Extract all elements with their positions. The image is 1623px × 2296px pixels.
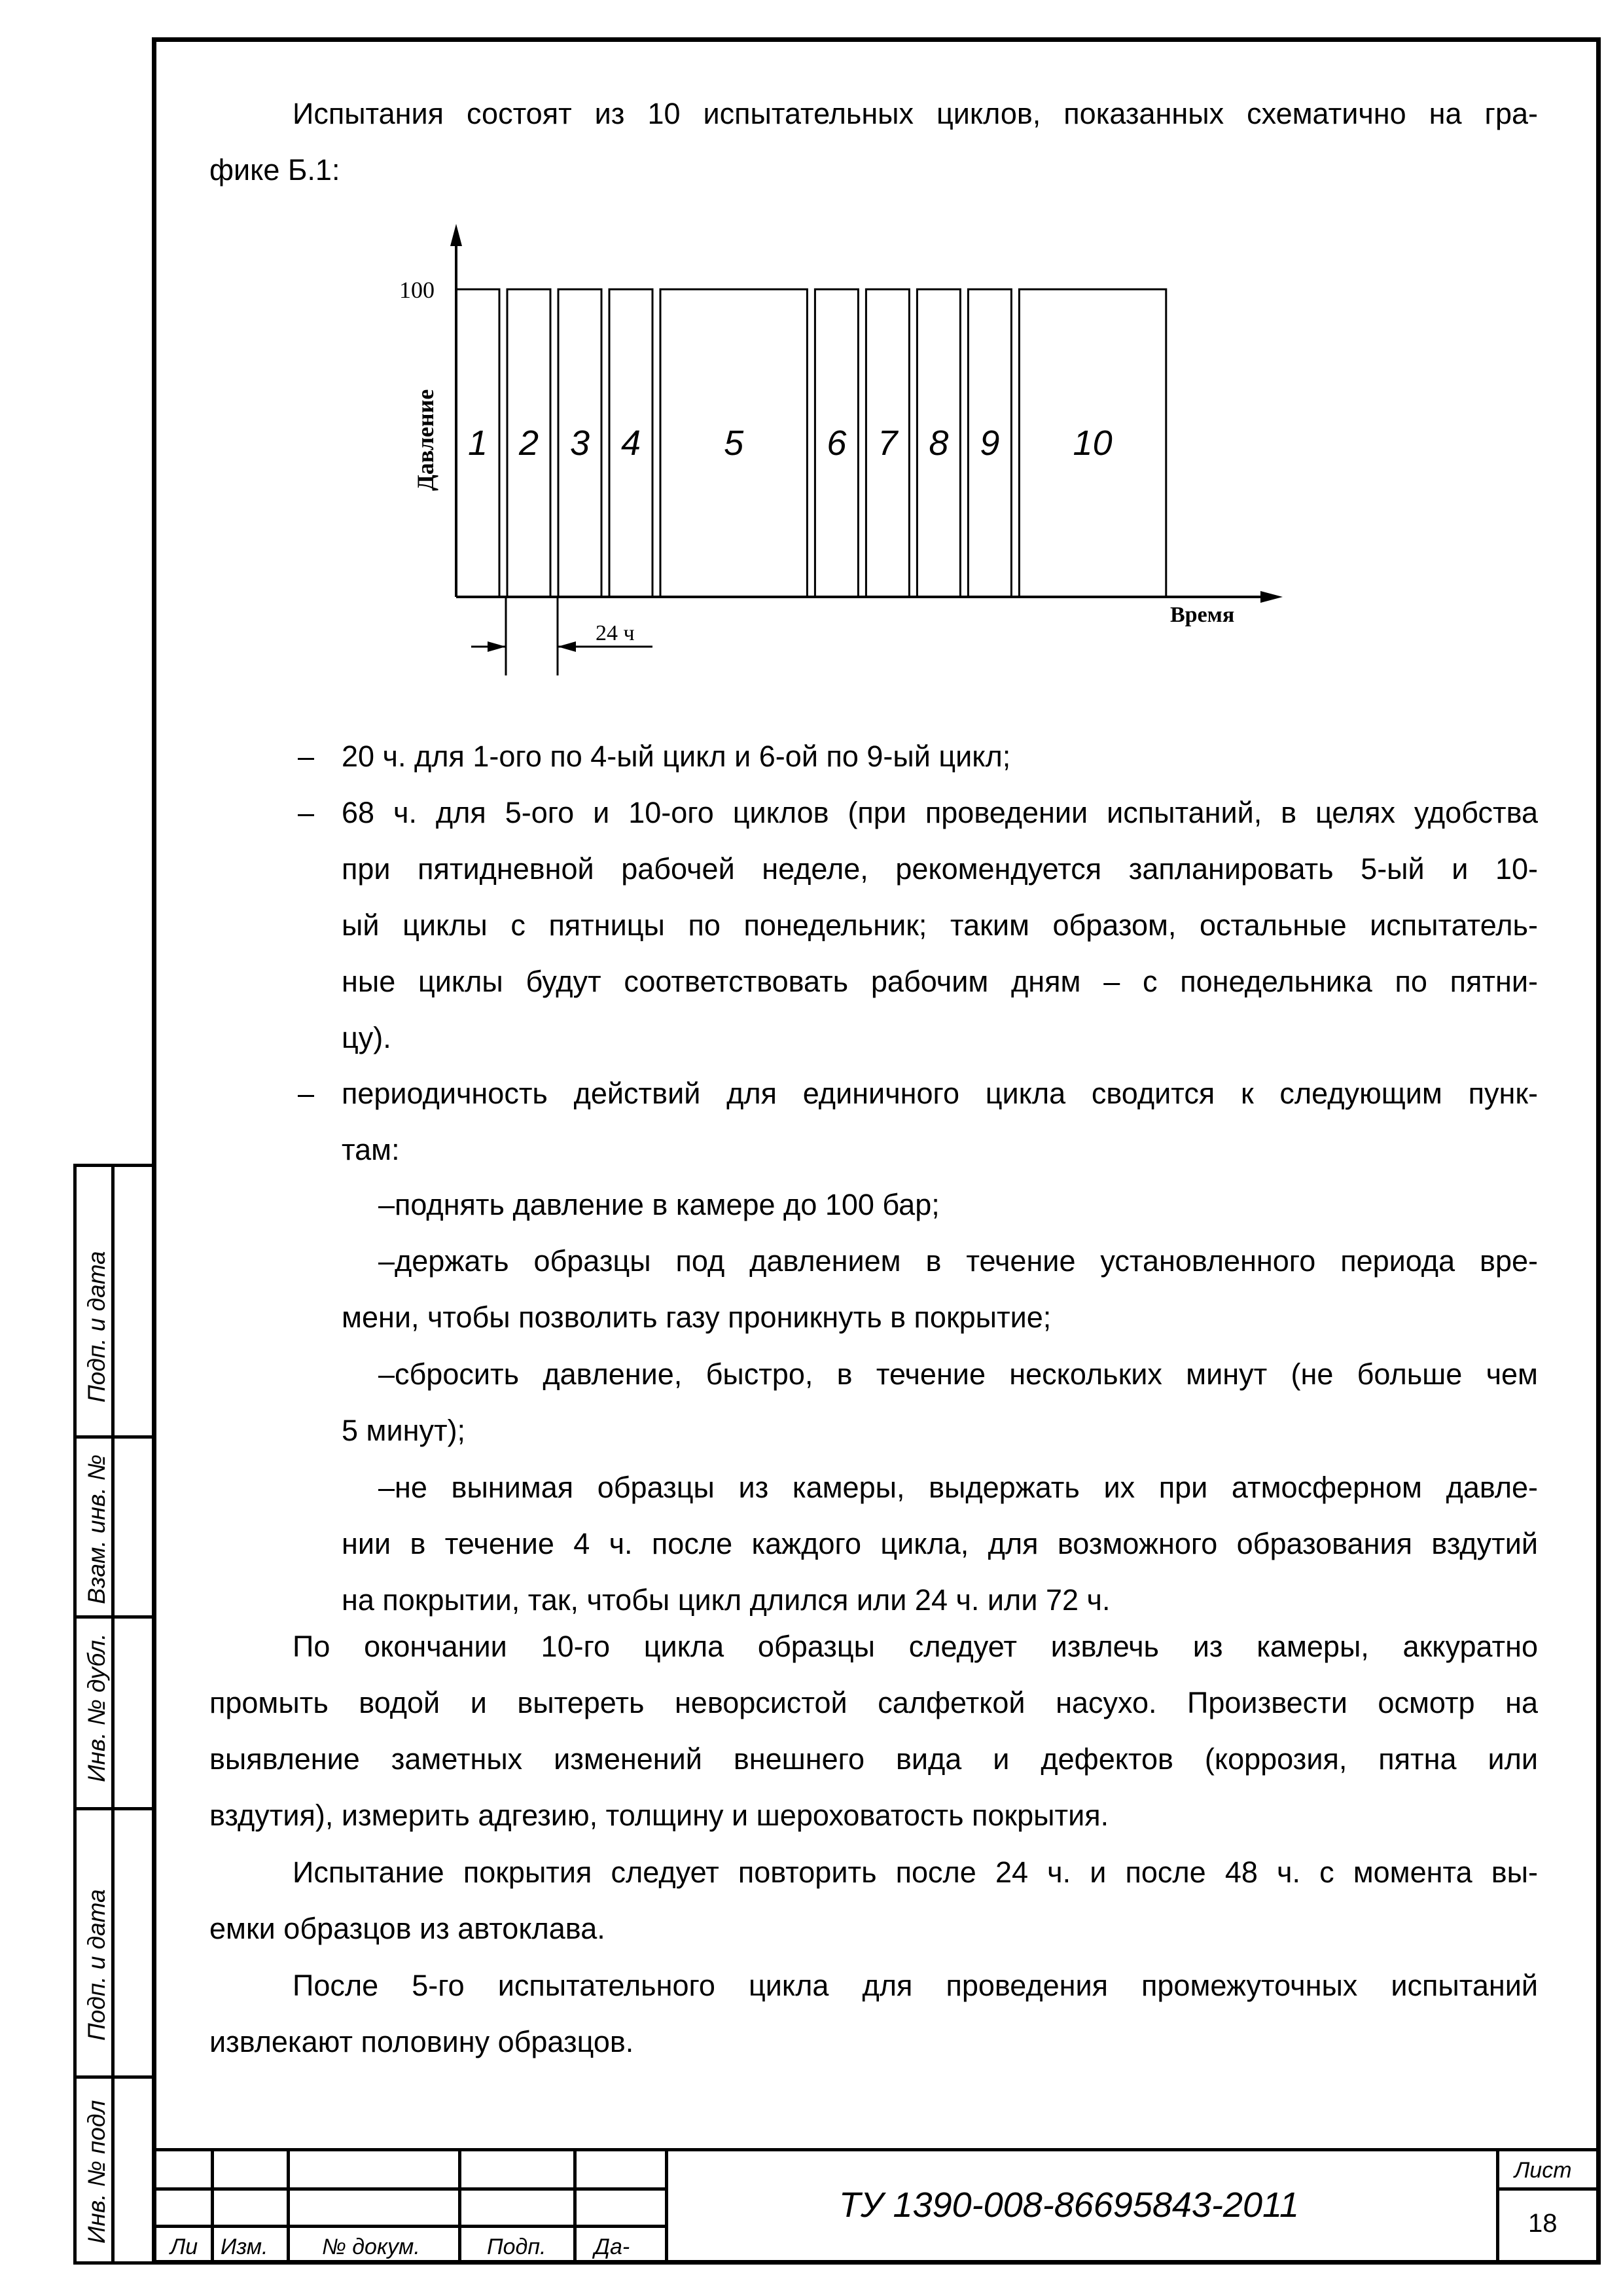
bar-label-4: 4 [620,423,641,463]
bar-label-6: 6 [827,423,847,463]
bar-label-10: 10 [1073,423,1113,463]
title-block-line [211,2148,214,2265]
side-label-original-inv: Инв. № подл [83,2100,110,2244]
period-label: 24 ч [596,621,635,645]
document-code: ТУ 1390-008-86695843-2011 [839,2185,1300,2225]
title-block-line [665,2148,668,2265]
sub-item-line: –сбросить давление, быстро, в течение нескольких минут (не больше чем [378,1357,1538,1391]
title-block-line [665,2148,1378,2151]
bullet-line: периодичность действий для единичного цикла сводится к следующим пунк- [342,1077,1538,1110]
bar-label-5: 5 [724,423,744,463]
sub-item-line: 5 минут); [342,1414,466,1447]
sheet-label: Лист [1514,2158,1572,2183]
bullet-line: при пятидневной рабочей неделе, рекомендуется запланировать 5-ый и 10- [342,852,1538,886]
title-block [152,2148,1601,2265]
sub-item-line: мени, чтобы позволить газу проникнуть в покрытие; [342,1300,1052,1334]
sub-item-line: нии в течение 4 ч. после каждого цикла, для возможного образования вздутий [342,1527,1538,1560]
paragraph-line: выявление заметных изменений внешнего вида и дефектов (коррозия, пятна или [209,1742,1538,1776]
bullet-line: ные циклы будут соответствовать рабочим дням – с понедельника по пятни- [342,965,1538,998]
bar-label-9: 9 [980,423,1000,463]
side-label-duplicate-inv: Инв. № дубл. [83,1633,110,1782]
bar-label-1: 1 [467,423,488,463]
bar-label-2: 2 [518,423,539,463]
y-axis-label: Давление [412,389,438,491]
intro-line: фике Б.1: [209,153,340,187]
title-block-line [458,2148,461,2265]
side-stamp-sep [77,1615,154,1619]
bullet-dash: – [298,796,315,829]
side-stamp-divider [111,1167,115,2265]
title-block-line [1496,2187,1601,2191]
bullet-line: там: [342,1133,400,1166]
bar-label-8: 8 [929,423,949,463]
paragraph-line: промыть водой и вытереть неворсистой салфеткой насухо. Произвести осмотр на [209,1686,1538,1719]
bullet-line: цу). [342,1021,391,1054]
sub-item-line: на покрытии, так, чтобы цикл длился или 24 ч. или 72 ч. [342,1583,1111,1617]
title-block-line [573,2148,577,2265]
bar-label-7: 7 [878,423,898,463]
paragraph-line: извлекают половину образцов. [209,2025,634,2058]
paragraph-line: емки образцов из автоклава. [209,1912,605,1945]
side-label-sign-date-2: Подп. и дата [83,1889,110,2041]
y-tick-100: 100 [399,277,435,303]
sub-item-line: –поднять давление в камере до 100 бар; [378,1188,940,1221]
bullet-line: 20 ч. для 1-ого по 4-ый цикл и 6-ой по 9-ый цикл; [342,740,1011,773]
side-stamp-sep [77,2075,154,2079]
title-block-line [287,2148,290,2265]
title-block-line [1378,2148,1601,2151]
paragraph-line: вздутия), измерить адгезию, толщину и шероховатость покрытия. [209,1799,1109,1832]
bar-label-3: 3 [569,423,590,463]
bullet-line: 68 ч. для 5-ого и 10-ого циклов (при проведении испытаний, в целях удобства [342,796,1538,829]
bullet-dash: – [298,1077,315,1110]
x-axis-arrow [1260,591,1283,603]
cycle-chart [366,216,1309,687]
col-header-doc: № докум. [322,2234,420,2259]
sheet-number: 18 [1528,2209,1558,2238]
col-header-date: Да- [594,2234,630,2259]
intro-line: Испытания состоят из 10 испытательных циклов, показанных схематично на гра- [293,97,1538,130]
col-header-li: Ли [170,2234,198,2259]
side-stamp [73,1164,154,2265]
side-label-replacement-inv: Взам. инв. № [83,1454,110,1604]
paragraph-line: По окончании 10-го цикла образцы следует извлечь из камеры, аккуратно [293,1630,1538,1663]
bullet-line: ый циклы с пятницы по понедельник; таким образом, остальные испытатель- [342,908,1538,942]
col-header-sign: Подп. [487,2234,546,2259]
side-label-sign-date: Подп. и дата [83,1251,110,1403]
title-block-line [1496,2148,1499,2265]
bullet-dash: – [298,740,315,773]
period-arrowhead-right [558,641,576,652]
period-arrowhead-left [488,641,506,652]
title-block-line [152,2187,665,2191]
sub-item-line: –держать образцы под давлением в течение установленного периода вре- [378,1244,1538,1278]
side-stamp-sep [77,1435,154,1439]
x-axis-label: Время [1170,603,1235,627]
side-stamp-sep [77,1807,154,1810]
paragraph-line: Испытание покрытия следует повторить после 24 ч. и после 48 ч. с момента вы- [293,1856,1538,1889]
y-axis-arrow [450,224,462,246]
col-header-izm: Изм. [221,2234,268,2259]
paragraph-line: После 5-го испытательного цикла для проведения промежуточных испытаний [293,1969,1538,2002]
title-block-line [152,2225,665,2228]
sub-item-line: –не вынимая образцы из камеры, выдержать их при атмосферном давле- [378,1471,1538,1504]
title-block-line [152,2148,665,2151]
